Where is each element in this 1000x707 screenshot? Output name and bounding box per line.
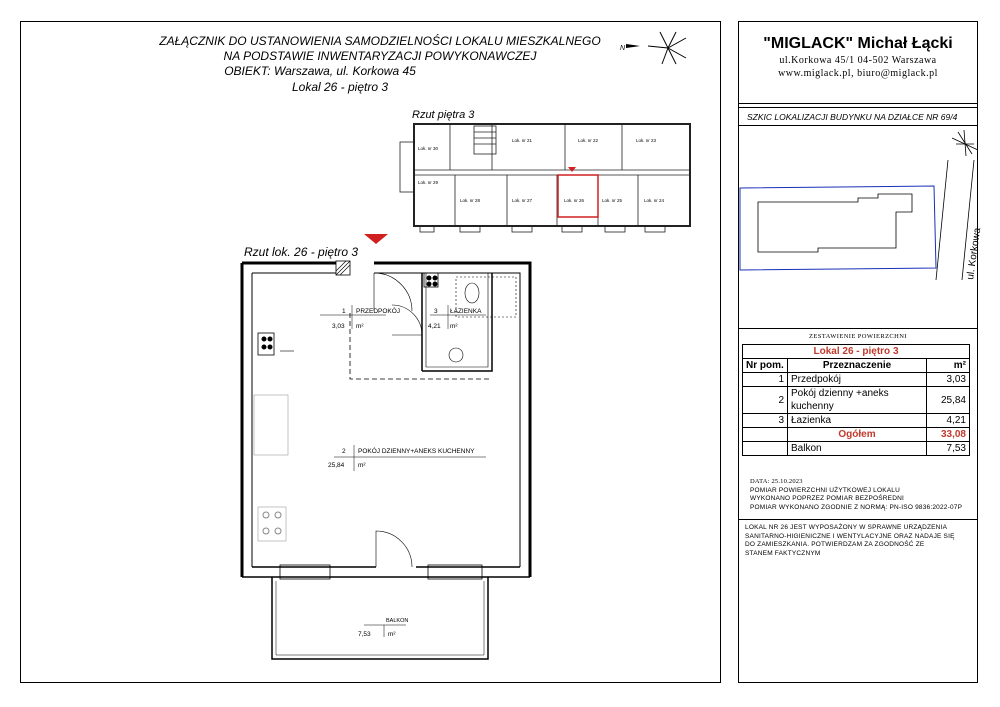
room-1-unit: m² bbox=[356, 323, 364, 330]
section-marker-icon bbox=[362, 232, 390, 246]
unit-label-29: Lok. nr 29 bbox=[418, 180, 439, 185]
summary-title: Lokal 26 - piętro 3 bbox=[743, 345, 970, 359]
unit-label-27: Lok. nr 27 bbox=[512, 198, 533, 203]
room-3-area: 4,21 bbox=[428, 323, 441, 330]
title-divider bbox=[738, 103, 978, 104]
unit-label-21: Lok. nr 21 bbox=[512, 138, 533, 143]
unit-plan bbox=[236, 255, 536, 665]
balcony-label: Balkon bbox=[788, 442, 927, 456]
company-address: ul.Korkowa 45/1 04-502 Warszawa bbox=[779, 55, 937, 66]
room-3-name: ŁAZIENKA bbox=[450, 308, 482, 315]
street-label: ul. Korkowa bbox=[965, 227, 984, 281]
floor-plan-key bbox=[400, 112, 700, 242]
site-plan bbox=[738, 130, 984, 281]
balcony-row bbox=[743, 442, 970, 456]
room-3-no: 3 bbox=[434, 308, 438, 315]
company-name: "MIGLACK" Michał Łącki bbox=[763, 35, 953, 52]
header-line-1: ZAŁĄCZNIK DO USTANOWIENIA SAMODZIELNOŚCI LOKALU MIESZKALNEGO bbox=[159, 34, 601, 48]
summary-table bbox=[742, 344, 970, 456]
balcony-area: 7,53 bbox=[358, 631, 371, 638]
col-no-header: Nr pom. bbox=[743, 359, 788, 373]
notes-divider bbox=[738, 519, 978, 520]
header-line-4: Lokal 26 - piętro 3 bbox=[291, 80, 389, 94]
balcony-value: 7,53 bbox=[927, 442, 970, 456]
room-1-no: 1 bbox=[342, 308, 346, 315]
room-2-no: 2 bbox=[342, 448, 346, 455]
col-area-header: m² bbox=[927, 359, 970, 373]
header-line-3: OBIEKT: Warszawa, ul. Korkowa 45 bbox=[224, 64, 416, 78]
company-web: www.miglack.pl, biuro@miglack.pl bbox=[778, 68, 938, 79]
measurement-notes: DATA: 25.10.2023 POMIAR POWIERZCHNI UŻYTKOWEJ LOKALU WYKONANO POPRZEZ POMIAR BEZPOŚREDNI POMIAR WYKONANO ZGODNIE Z NORMĄ: PN-ISO 9836:2022-07P bbox=[750, 478, 972, 512]
table-row: 2 Pokój dzienny +aneks kuchenny 25,84 bbox=[743, 387, 970, 414]
summary-caption: ZESTAWIENIE POWIERZCHNI bbox=[809, 333, 907, 340]
total-label: Ogółem bbox=[788, 428, 927, 442]
unit-label-26: Lok. nr 26 bbox=[564, 198, 585, 203]
header-line-2: NA PODSTAWIE INWENTARYZACJI POWYKONAWCZEJ bbox=[223, 49, 537, 63]
svg-text:N: N bbox=[620, 45, 626, 52]
company-block bbox=[738, 34, 978, 80]
unit-label-22: Lok. nr 22 bbox=[578, 138, 599, 143]
title-divider-2 bbox=[738, 107, 978, 108]
balcony-unit: m² bbox=[388, 631, 396, 638]
balcony-name: BALKON bbox=[386, 618, 409, 624]
site-plan-title: SZKIC LOKALIZACJI BUDYNKU NA DZIAŁCE NR 69/4 bbox=[747, 112, 958, 122]
unit-plan-title: Rzut lok. 26 - piętro 3 bbox=[244, 245, 359, 259]
table-row: 1 Przedpokój 3,03 bbox=[743, 373, 970, 387]
header bbox=[100, 34, 660, 104]
total-value: 33,08 bbox=[927, 428, 970, 442]
room-2-name: POKÓJ DZIENNY+ANEKS KUCHENNY bbox=[358, 448, 475, 455]
site-plan-bottom-divider bbox=[738, 328, 978, 329]
room-1-name: PRZEDPOKÓJ bbox=[356, 308, 401, 315]
table-row: 3 Łazienka 4,21 bbox=[743, 414, 970, 428]
col-purpose-header: Przeznaczenie bbox=[788, 359, 927, 373]
unit-label-24: Lok. nr 24 bbox=[644, 198, 665, 203]
unit-label-28: Lok. nr 28 bbox=[460, 198, 481, 203]
room-1-area: 3,03 bbox=[332, 323, 345, 330]
room-2-area: 25,84 bbox=[328, 462, 345, 469]
unit-label-25: Lok. nr 25 bbox=[602, 198, 623, 203]
north-arrow-icon bbox=[618, 28, 688, 68]
unit-label-23: Lok. nr 23 bbox=[636, 138, 657, 143]
room-3-unit: m² bbox=[450, 323, 458, 330]
total-row bbox=[743, 428, 970, 442]
date-label: DATA: 25.10.2023 bbox=[750, 478, 803, 485]
floor-plan-title: Rzut piętra 3 bbox=[412, 109, 475, 121]
unit-label-30: Lok. nr 30 bbox=[418, 146, 439, 151]
site-plan-divider bbox=[738, 125, 978, 126]
room-2-unit: m² bbox=[358, 462, 366, 469]
statement: LOKAL NR 26 JEST WYPOSAŻONY W SPRAWNE URZĄDZENIA SANITARNO-HIGIENICZNE I WENTYLACYJNE ORAZ NADAJE SIĘ DO ZAMIESZKANIA. POTWIERDZAM ZA ZGODNOŚĆ ZE STANEM FAKTYCZNYM bbox=[745, 524, 955, 557]
